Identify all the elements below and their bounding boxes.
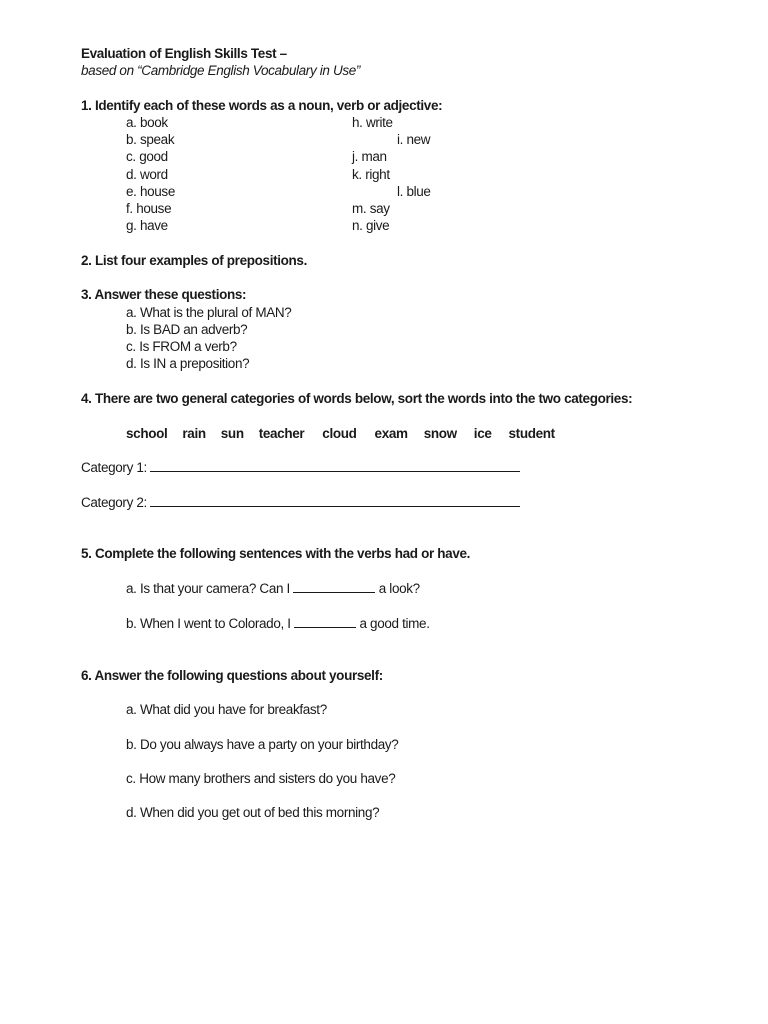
q5-heading: 5. Complete the following sentences with the verbs had or have. <box>81 546 471 561</box>
q5-sentence-a <box>126 580 420 597</box>
q1-word-k: k. right <box>352 167 390 182</box>
q1-word-e: e. house <box>126 184 175 199</box>
q2-heading: 2. List four examples of prepositions. <box>81 253 307 268</box>
category-1-label: Category 1: <box>81 460 151 475</box>
q5-b-answer-blank[interactable] <box>294 615 356 628</box>
q4-word: school <box>126 426 168 441</box>
q5-sentence-b <box>126 615 430 632</box>
q5-a-answer-blank[interactable] <box>293 580 375 593</box>
q1-heading: 1. Identify each of these words as a noun, verb or adjective: <box>81 98 443 113</box>
q1-word-h: h. write <box>352 115 393 130</box>
q3-item-c: c. Is FROM a verb? <box>126 339 237 354</box>
category-1-answer-blank[interactable] <box>150 459 520 472</box>
q5-b-end: a good time. <box>356 616 430 631</box>
worksheet-title: Evaluation of English Skills Test – <box>81 46 287 61</box>
q4-word: ice <box>473 426 492 441</box>
q3-item-a: a. What is the plural of MAN? <box>126 305 292 320</box>
q1-word-l: l. blue <box>397 184 431 199</box>
q5-a-start: a. Is that your camera? Can I <box>126 581 294 596</box>
q1-word-m: m. say <box>352 201 390 216</box>
q5-a-end: a look? <box>375 581 420 596</box>
q4-word-list <box>126 425 555 442</box>
category-2-answer-blank[interactable] <box>150 494 520 507</box>
q1-word-d: d. word <box>126 167 168 182</box>
q6-item-c: c. How many brothers and sisters do you have? <box>126 771 396 786</box>
q4-word: snow <box>423 426 457 441</box>
q1-word-g: g. have <box>126 218 168 233</box>
q4-word: sun <box>220 426 244 441</box>
q1-word-f: f. house <box>126 201 172 216</box>
q4-word: exam <box>374 426 408 441</box>
q6-item-a: a. What did you have for breakfast? <box>126 702 327 717</box>
q4-heading: 4. There are two general categories of words below, sort the words into the two categories: <box>81 391 633 406</box>
q4-word: teacher <box>258 426 305 441</box>
q6-item-b: b. Do you always have a party on your birthday? <box>126 737 399 752</box>
q4-word: student <box>508 426 555 441</box>
category-2-line <box>81 494 520 511</box>
q5-b-start: b. When I went to Colorado, I <box>126 616 295 631</box>
q6-heading: 6. Answer the following questions about yourself: <box>81 668 383 683</box>
q1-word-n: n. give <box>352 218 390 233</box>
q3-item-b: b. Is BAD an adverb? <box>126 322 248 337</box>
q3-heading: 3. Answer these questions: <box>81 287 247 302</box>
q6-item-d: d. When did you get out of bed this morning? <box>126 805 380 820</box>
category-1-line <box>81 459 520 476</box>
q3-item-d: d. Is IN a preposition? <box>126 356 250 371</box>
q4-word: cloud <box>322 426 357 441</box>
q4-word: rain <box>182 426 206 441</box>
q1-word-b: b. speak <box>126 132 175 147</box>
worksheet-subtitle: based on “Cambridge English Vocabulary in Use” <box>81 63 361 78</box>
q1-word-c: c. good <box>126 149 168 164</box>
q1-word-a: a. book <box>126 115 168 130</box>
q1-word-j: j. man <box>352 149 387 164</box>
q1-word-i: i. new <box>397 132 431 147</box>
category-2-label: Category 2: <box>81 495 151 510</box>
